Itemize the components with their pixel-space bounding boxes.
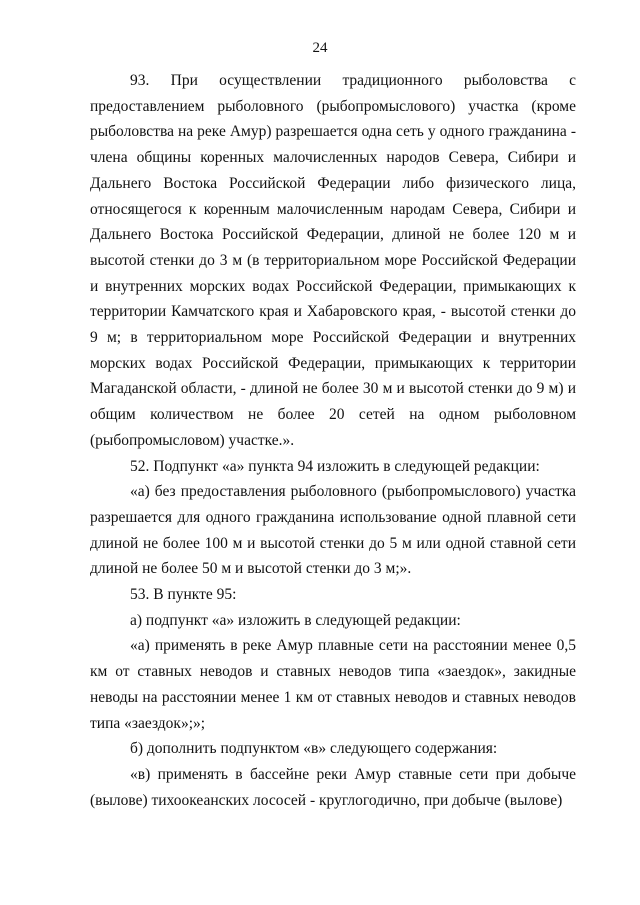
paragraph-53: 53. В пункте 95: — [130, 586, 237, 604]
page-number: 24 — [312, 40, 328, 56]
paragraph-52-subpoint-a: «а) без предоставления рыболовного (рыбопромыслового) участка разрешается для одного гражданина использование одной плавной сети длиной не более 100 м и высотой стенки до 5 м или одной ставной сети длиной не более 50 м и высотой стенки до 3 м;». — [90, 483, 576, 578]
paragraph-53-subpoint-b: б) дополнить подпунктом «в» следующего содержания: — [130, 740, 498, 758]
document-body — [90, 68, 576, 813]
paragraph-53-subpoint-a-text: «а) применять в реке Амур плавные сети на расстоянии менее 0,5 км от ставных неводов и ставных неводов типа «заездок», закидные неводы на расстоянии менее 1 км от ставных неводов и ставных неводов типа «заездок»;»; — [90, 637, 576, 732]
paragraph-93: 93. При осуществлении традиционного рыболовства с предоставлением рыболовного (рыбопромыслового) участка (кроме рыболовства на реке Амур) разрешается одна сеть у одного гражданина - члена общины коренных малочисленных народов Севера, Сибири и Дальнего Востока Российской Федерации либо физического лица, относящегося к коренным малочисленным народам Севера, Сибири и Дальнего Востока Российской Федерации, длиной не более 120 м и высотой стенки до 3 м (в территориальном море Российской Федерации и внутренних морских водах Российской Федерации, примыкающих к территории Камчатского края и Хабаровского края, - высотой стенки до 9 м; в территориальном море Российской Федерации и внутренних морских водах Российской Федерации, примыкающих к территории Магаданской области, - длиной не более 30 м и высотой стенки до 9 м) и общим количеством не более 20 сетей на одном рыболовном (рыбопромысловом) участке.». — [90, 72, 576, 449]
paragraph-53-subpoint-a: а) подпункт «а» изложить в следующей редакции: — [130, 611, 461, 629]
paragraph-52: 52. Подпункт «а» пункта 94 изложить в следующей редакции: — [130, 457, 540, 475]
paragraph-53-subpoint-v-text: «в) применять в бассейне реки Амур ставные сети при добыче (вылове) тихоокеанских лососей - круглогодично, при добыче (вылове) — [90, 765, 576, 809]
